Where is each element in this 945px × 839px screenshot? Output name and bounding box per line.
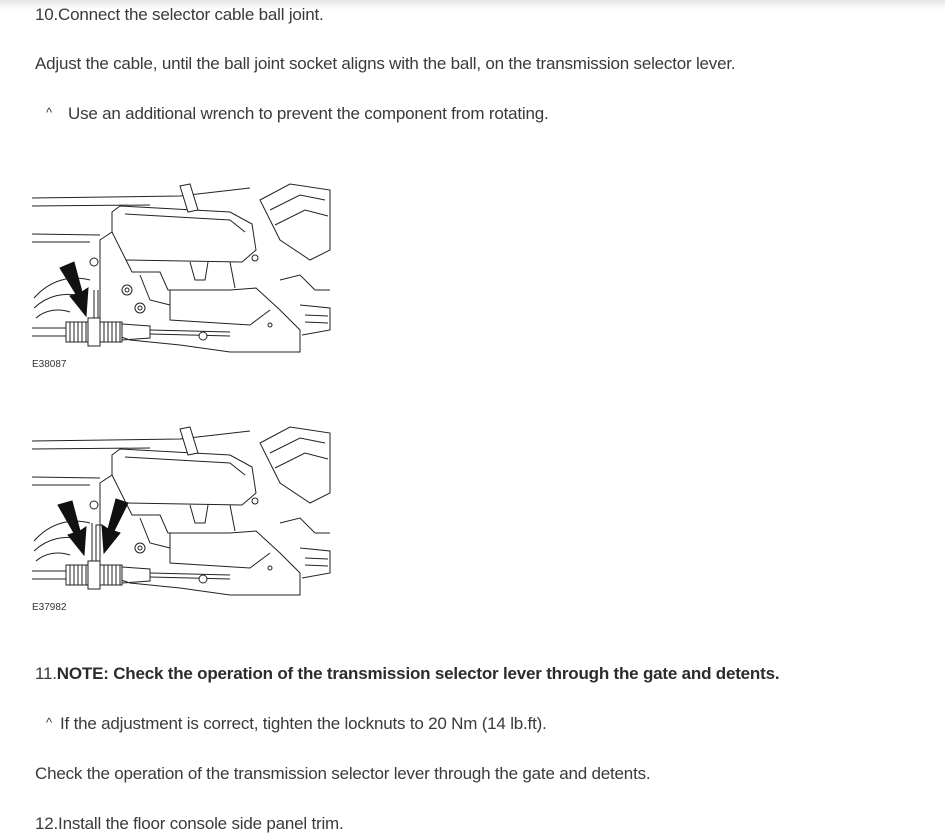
figure-e38087 [30,180,335,370]
step-11-instruction: Check the operation of the transmission selector lever through the gate and detents. [35,764,651,783]
figure-caption: E38087 [32,359,67,370]
figure-e37982 [30,423,335,613]
figure-caption: E37982 [32,602,67,613]
bullet-text: If the adjustment is correct, tighten the locknuts to 20 Nm (14 lb.ft). [60,714,547,733]
selector-cable-diagram-1 [30,180,335,355]
step-number: 11. [35,664,57,683]
step-title: Connect the selector cable ball joint. [58,5,324,24]
step-11-heading [35,663,779,685]
step-10-bullet [46,103,548,125]
step-number: 10. [35,5,59,24]
step-note: NOTE: Check the operation of the transmission selector lever through the gate and detents. [56,664,780,683]
selector-cable-diagram-2 [30,423,335,598]
bullet-text: Use an additional wrench to prevent the component from rotating. [68,104,549,123]
step-12-heading [35,813,344,835]
caret-bullet-icon: ^ [46,105,52,120]
step-10-instruction: Adjust the cable, until the ball joint socket aligns with the ball, on the transmission selector lever. [35,54,736,73]
step-10-heading [35,4,324,26]
caret-bullet-icon: ^ [46,715,52,730]
step-title: Install the floor console side panel trim. [58,814,344,833]
step-number: 12. [35,814,59,833]
step-11-bullet [46,713,547,735]
